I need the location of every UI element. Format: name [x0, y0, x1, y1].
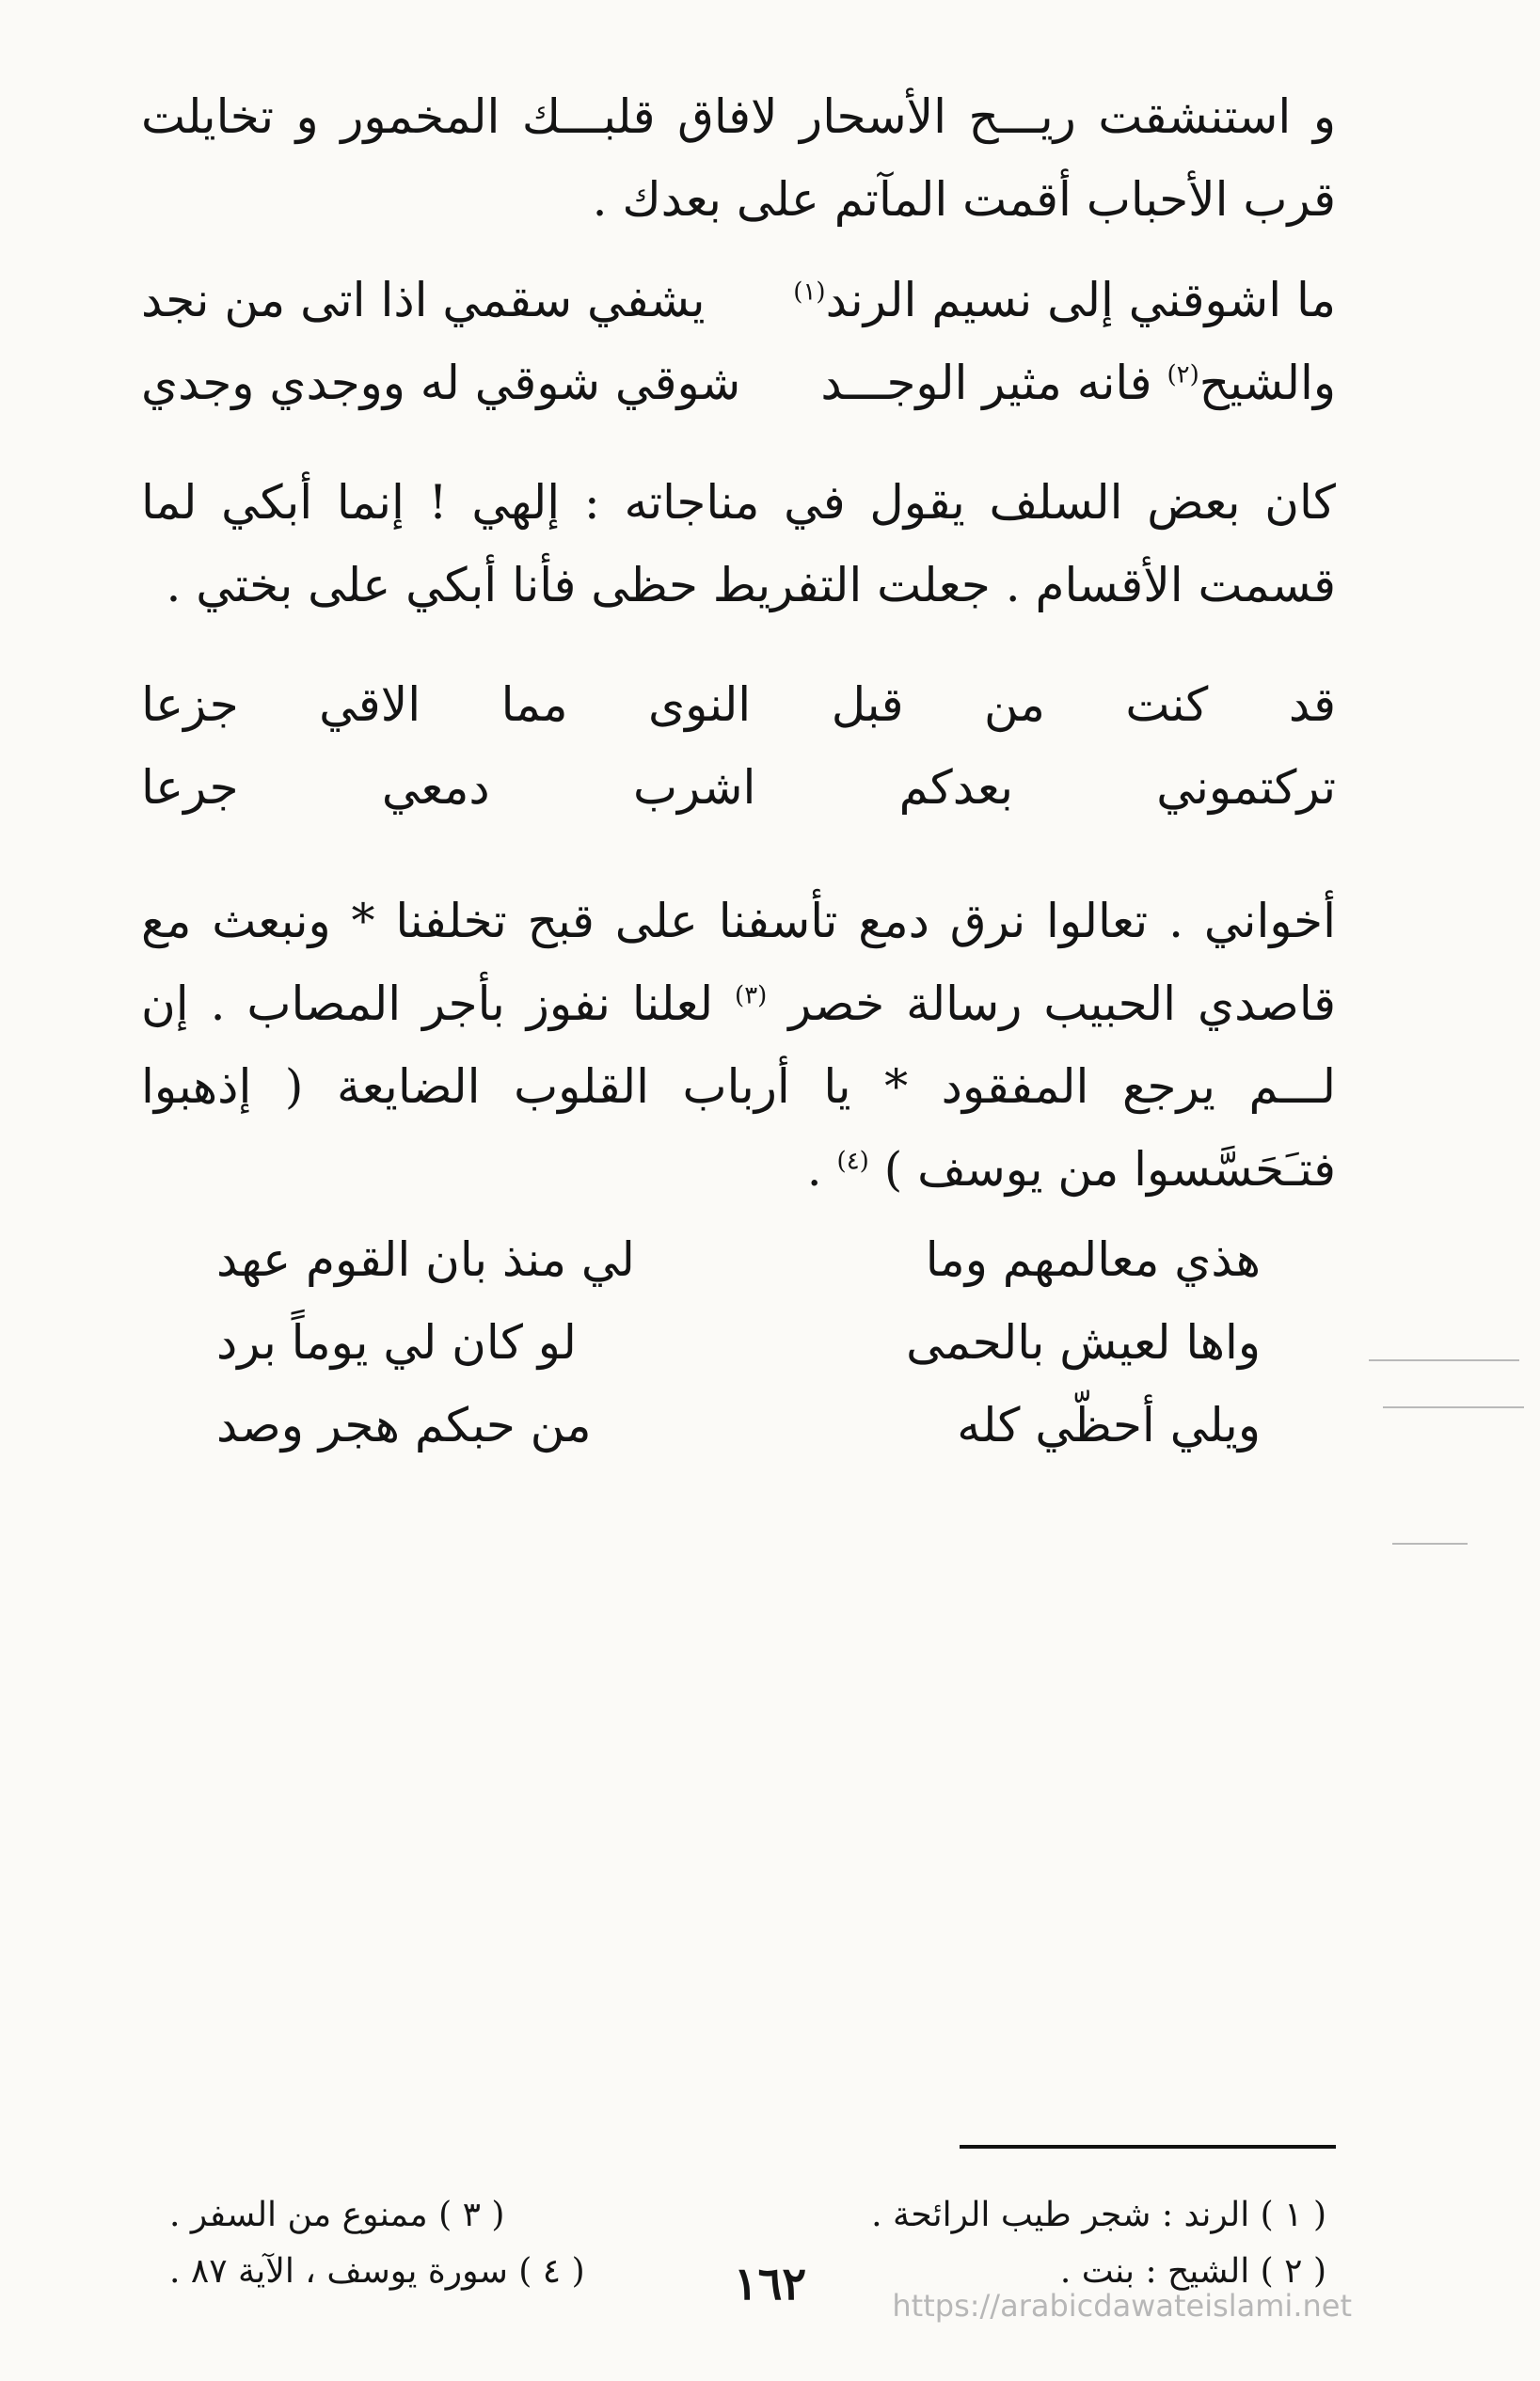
- poem-3-first-half: واها لعيش بالحمى: [906, 1315, 1261, 1370]
- poem-2-word: قبل: [831, 677, 904, 732]
- poem-1-line-2-second-half: شوقي شوقي له ووجدي وجدي: [141, 356, 741, 410]
- poem-1: [141, 259, 1336, 424]
- poem-3-first-half: هذي معالمهم وما: [925, 1232, 1261, 1287]
- poem-3-line: [141, 1301, 1336, 1384]
- poem-1-line-1-second-half: يشفي سقمي اذا اتى من نجد: [141, 273, 706, 327]
- poem-2-word: قد: [1288, 677, 1336, 732]
- footnote-marker-3: (٣): [735, 981, 768, 1010]
- scan-artifact-line: [1369, 1359, 1519, 1361]
- poem-1-line-2: [141, 341, 1336, 424]
- poem-2-word: بعدكم: [898, 760, 1014, 815]
- paragraph-3-part-1: أخواني . تعالوا نرق دمع تأسفنا على قبح تخلفنا * ونبعث مع قاصدي الحبيب رسالة خصر: [141, 894, 1336, 1031]
- footnote-marker-4: (٤): [836, 1147, 869, 1176]
- poem-2-word: من: [984, 677, 1045, 732]
- poem-2: [141, 663, 1336, 829]
- poem-3-first-half: ويلي أحظّي كله: [957, 1398, 1261, 1452]
- footnote-3: ( ٣ ) ممنوع من السفر .: [169, 2196, 505, 2234]
- poem-2-word: جزعا: [141, 677, 239, 732]
- poem-3-second-half: لو كان لي يوماً برد: [216, 1315, 577, 1370]
- watermark-url: https://arabicdawateislami.net: [892, 2288, 1352, 2324]
- poem-3-second-half: من حبكم هجر وصد: [216, 1398, 592, 1452]
- footnote-4: ( ٤ ) سورة يوسف ، الآية ٨٧ .: [169, 2252, 585, 2291]
- footnote-row: [141, 2187, 1336, 2244]
- footnote-marker-1: (١): [793, 278, 826, 307]
- poem-3-line: [141, 1218, 1336, 1301]
- scan-artifact-line: [1383, 1406, 1524, 1408]
- poem-2-word: الاقي: [319, 677, 421, 732]
- poem-3-line: [141, 1384, 1336, 1467]
- poem-2-word: دمعي: [381, 760, 490, 815]
- scan-artifact-line: [1392, 1543, 1468, 1545]
- poem-1-line-2-first-half: فانه مثير الوجـــد: [820, 356, 1152, 410]
- footnote-2: ( ٢ ) الشيح : بنت .: [1059, 2252, 1326, 2291]
- footnote-divider: [960, 2145, 1336, 2149]
- poem-1-line-2-first-word: والشيح: [1199, 356, 1336, 410]
- page-body: [141, 75, 1336, 2371]
- paragraph-1: و استنشقت ريـــح الأسحار لافاق قلبـــك المخمور و تخايلت قرب الأحباب أقمت المآتم على بعدك .: [141, 89, 1336, 227]
- poem-1-line-1: [141, 259, 1336, 341]
- poem-1-line-1-first-half: ما اشوقني إلى نسيم الرند: [825, 273, 1336, 327]
- paragraph-3-part-2: لعلنا نفوز بأجر المصاب . إن لـــم يرجع المفقود * يا أرباب القلوب الضايعة ( إذهبوا فتـَحَسَّسوا من يوسف ): [141, 976, 1336, 1197]
- footnote-1: ( ١ ) الرند : شجر طيب الرائحة .: [871, 2196, 1326, 2234]
- paragraph-3-end: .: [806, 1142, 822, 1197]
- paragraph-3: [141, 880, 1336, 1211]
- poem-2-line-1: [141, 663, 1336, 746]
- page-number: ١٦٢: [733, 2258, 807, 2310]
- poem-3-second-half: لي منذ بان القوم عهد: [216, 1232, 635, 1287]
- poem-2-word: تركتموني: [1156, 760, 1336, 815]
- footnote-marker-2: (٢): [1167, 360, 1199, 389]
- poem-2-word: النوى: [648, 677, 752, 732]
- poem-2-word: مما: [500, 677, 568, 732]
- poem-2-word: اشرب: [632, 760, 756, 815]
- poem-2-word: جرعا: [141, 760, 239, 815]
- poem-3: [141, 1218, 1336, 1467]
- poem-2-line-2: [141, 746, 1336, 829]
- poem-2-word: كنت: [1125, 677, 1209, 732]
- paragraph-2: كان بعض السلف يقول في مناجاته : إلهي ! إنما أبكي لما قسمت الأقسام . جعلت التفريط حظى فأنا أبكي على بختي .: [141, 475, 1336, 612]
